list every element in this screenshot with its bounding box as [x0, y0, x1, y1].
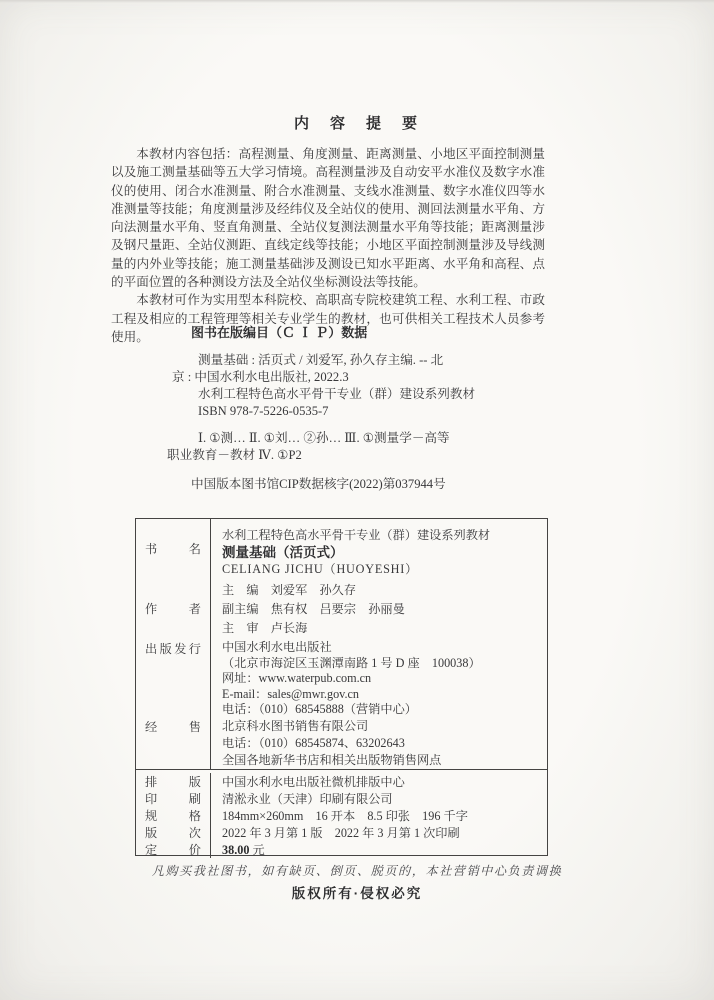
row-label-text: 定价 — [145, 843, 201, 857]
table-row-price — [136, 841, 547, 858]
copyright-statement: 版权所有·侵权必究 — [291, 886, 423, 901]
cip-record-line: 测量基础 : 活页式 / 刘爱军, 孙久存主编. -- 北 — [198, 353, 444, 367]
publisher-website: 网址：www.waterpub.com.cn — [222, 671, 372, 686]
row-label-text: 经售 — [145, 720, 201, 734]
price-unit: 元 — [252, 843, 265, 857]
distributor-outlets: 全国各地新华书店和相关出版物销售网点 — [222, 753, 442, 767]
reviewer-line: 主 审 卢长海 — [222, 621, 308, 635]
cip-record-block — [172, 352, 552, 420]
summary-paragraph-1: 本教材内容包括：高程测量、角度测量、距离测量、小地区平面控制测量以及施工测量基础等五大学习情境。高程测量涉及自动安平水准仪及数字水准仪的使用、闭合水准测量、附合水准测量、支线水准测量、数字水准仪四等水准测量等技能；角度测量涉及经纬仪及全站仪的使用、测回法测量水平角、方向法测量水平角、竖直角测量、全站仪复测法测量水平角等技能；距离测量涉及钢尺量距、全站仪测距、直线定线等技能；小地区平面控制测量涉及导线测量的内外业等技能；施工测量基础涉及测设已知水平距离、水平角和高程、点的平面位置的各种测设方法及全站仪坐标测设法等技能。 — [111, 147, 545, 290]
colophon-bottom-section — [136, 769, 547, 861]
table-row-typesetting — [136, 773, 547, 790]
content-summary-title: 内 容 提 要 — [293, 115, 420, 132]
cip-catalog-number: 中国版本图书馆CIP数据核字(2022)第037944号 — [191, 477, 446, 491]
cip-classification-line: Ⅰ. ①测… Ⅱ. ①刘… ②孙… Ⅲ. ①测量学－高等 — [198, 431, 450, 445]
row-label-printing — [136, 790, 211, 807]
table-row-publisher — [136, 638, 547, 717]
deputy-editors-line: 副主编 焦有权 吕要宗 孙丽曼 — [222, 602, 405, 616]
row-label-text: 版次 — [145, 826, 201, 840]
row-label-text: 规格 — [145, 809, 201, 823]
row-label-text: 出版发行 — [145, 642, 201, 656]
publisher-address: （北京市海淀区玉渊潭南路 1 号 D 座 100038） — [222, 655, 481, 670]
content-summary — [111, 145, 545, 346]
table-row-distribution — [136, 717, 547, 769]
scan-edge-artifact — [0, 0, 714, 3]
row-label-distribution — [136, 717, 211, 769]
cip-classification-block — [167, 430, 547, 464]
publisher-phone: 电话：（010）68545888（营销中心） — [222, 702, 417, 717]
price-amount: 38.00 — [222, 843, 250, 857]
publisher-content — [211, 638, 547, 717]
row-label-edition — [136, 824, 211, 841]
row-label-text: 作者 — [145, 601, 201, 616]
row-label-publisher — [136, 638, 211, 717]
distribution-content — [211, 717, 547, 769]
summary-paragraph-2: 本教材可作为实用型本科院校、高职高专院校建筑工程、水利工程、市政工程及相应的工程管理等相关专业学生的教材，也可供相关工程技术人员参考使用。 — [111, 293, 545, 344]
row-label-book-title — [136, 519, 211, 578]
row-label-price — [136, 841, 211, 858]
row-label-typesetting — [136, 773, 211, 790]
table-row-printing — [136, 790, 547, 807]
format-value: 184mm×260mm 16 开本 8.5 印张 196 千字 — [222, 809, 468, 823]
publisher-email: E-mail：sales@mwr.gov.cn — [222, 686, 360, 701]
book-title-content — [211, 519, 547, 578]
colophon-table — [135, 518, 548, 856]
cip-series-line: 水利工程特色高水平骨干专业（群）建设系列教材 — [198, 386, 476, 401]
exchange-notice: 凡购买我社图书，如有缺页、倒页、脱页的，本社营销中心负责调换 — [151, 864, 563, 878]
edition-value: 2022 年 3 月第 1 版 2022 年 3 月第 1 次印刷 — [222, 826, 460, 840]
row-label-text: 书名 — [145, 542, 201, 556]
distributor-phone: 电话：（010）68545874、63202643 — [222, 736, 405, 750]
isbn-line: ISBN 978-7-5226-0535-7 — [198, 403, 329, 418]
price-value — [211, 841, 547, 858]
chief-editors-line: 主 编 刘爱军 孙久存 — [222, 583, 357, 597]
series-title: 水利工程特色高水平骨干专业（群）建设系列教材 — [222, 528, 491, 542]
table-row-book-title — [136, 519, 547, 578]
row-label-text: 排版 — [145, 775, 201, 789]
table-row-format — [136, 807, 547, 824]
publisher-name: 中国水利水电出版社 — [222, 640, 332, 654]
table-row-edition — [136, 824, 547, 841]
cip-record-line: 京 : 中国水利水电出版社, 2022.3 — [172, 369, 349, 384]
distributor-name: 北京科水图书销售有限公司 — [222, 719, 369, 733]
book-main-title: 测量基础（活页式） — [222, 545, 344, 560]
row-label-text: 印刷 — [145, 792, 201, 806]
table-row-authors — [136, 578, 547, 638]
colophon-top-section — [136, 519, 547, 769]
cip-section-title: 图书在版编目（Ｃ Ｉ Ｐ）数据 — [191, 325, 368, 340]
row-label-authors — [136, 578, 211, 638]
authors-content — [211, 578, 547, 638]
cip-classification-line: 职业教育－教材 Ⅳ. ①P2 — [167, 447, 302, 462]
printing-value: 清淞永业（天津）印刷有限公司 — [222, 792, 393, 806]
book-pinyin-title: CELIANG JICHU（HUOYESHI） — [222, 562, 419, 576]
typesetting-value: 中国水利水电出版社微机排版中心 — [222, 775, 405, 789]
row-label-format — [136, 807, 211, 824]
